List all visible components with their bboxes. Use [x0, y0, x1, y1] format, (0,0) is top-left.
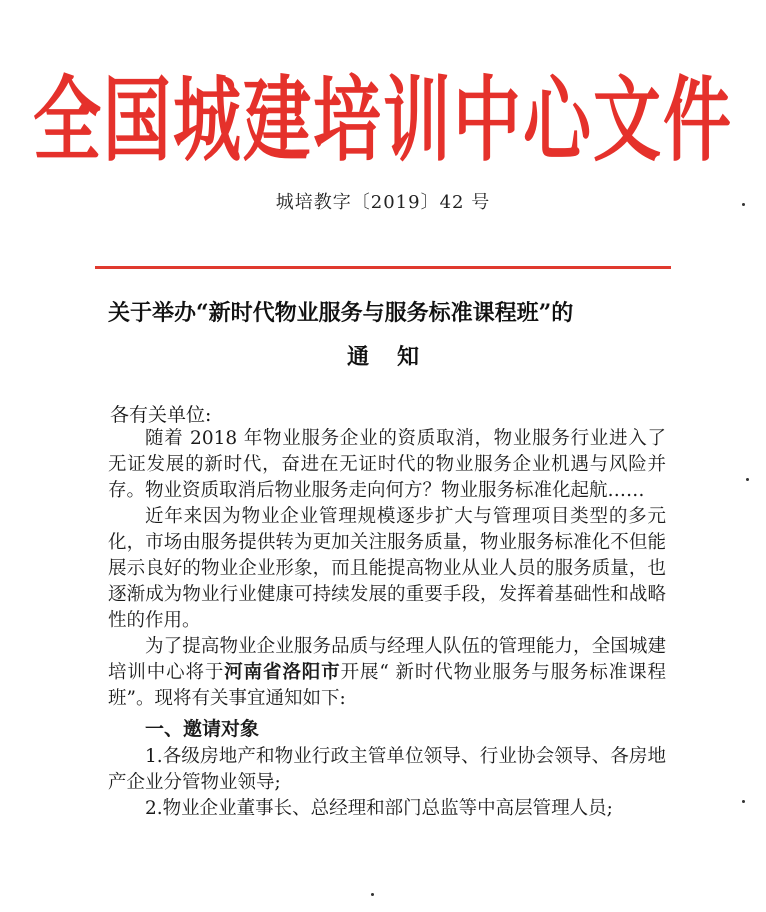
paragraph-2: 近年来因为物业企业管理规模逐步扩大与管理项目类型的多元化，市场由服务提供转为更加关注服务质量，物业服务标准化不但能展示良好的物业企业形象，而且能提高物业从业人员的服务质量，也逐渐成为物业行业健康可持续发展的重要手段，发挥着基础性和战略性的作用。	[108, 506, 666, 631]
location-highlight: 河南省洛阳市	[224, 662, 341, 683]
red-divider-line	[95, 266, 671, 269]
scan-speck	[742, 203, 745, 206]
salutation: 各有关单位:	[110, 404, 212, 426]
notice-subtitle: 通知	[346, 344, 447, 370]
invitee-item-1: 1.各级房地产和物业行政主管单位领导、行业协会领导、各房地产企业分管物业领导;	[108, 746, 666, 793]
paragraph-3-before: 为了提高物业企业服务品质与经理人队伍的管理能力，全国城建培训中心将于	[108, 636, 666, 683]
document-body	[108, 426, 666, 822]
paragraph-3-after: 开展“ 新时代物业服务与服务标准课程班”。现将有关事宜通知如下:	[108, 662, 666, 709]
paragraph-1: 随着 2018 年物业服务企业的资质取消，物业服务行业进入了无证发展的新时代，奋进在无证时代的物业服务企业机遇与风险并存。物业资质取消后物业服务走向何方？物业服务标准化起航……	[108, 428, 666, 501]
section-heading-invitees: 一、邀请对象	[145, 718, 260, 740]
scan-speck	[371, 893, 374, 896]
document-number: 城培教字〔2019〕42 号	[275, 192, 491, 213]
notice-title: 关于举办“新时代物业服务与服务标准课程班”的	[108, 300, 574, 326]
document-header-title: 全国城建培训中心文件	[32, 66, 733, 175]
scan-speck	[742, 800, 745, 803]
scan-speck	[746, 478, 749, 481]
invitee-item-2: 2.物业企业董事长、总经理和部门总监等中高层管理人员;	[145, 798, 613, 819]
paragraph-3	[108, 634, 666, 712]
